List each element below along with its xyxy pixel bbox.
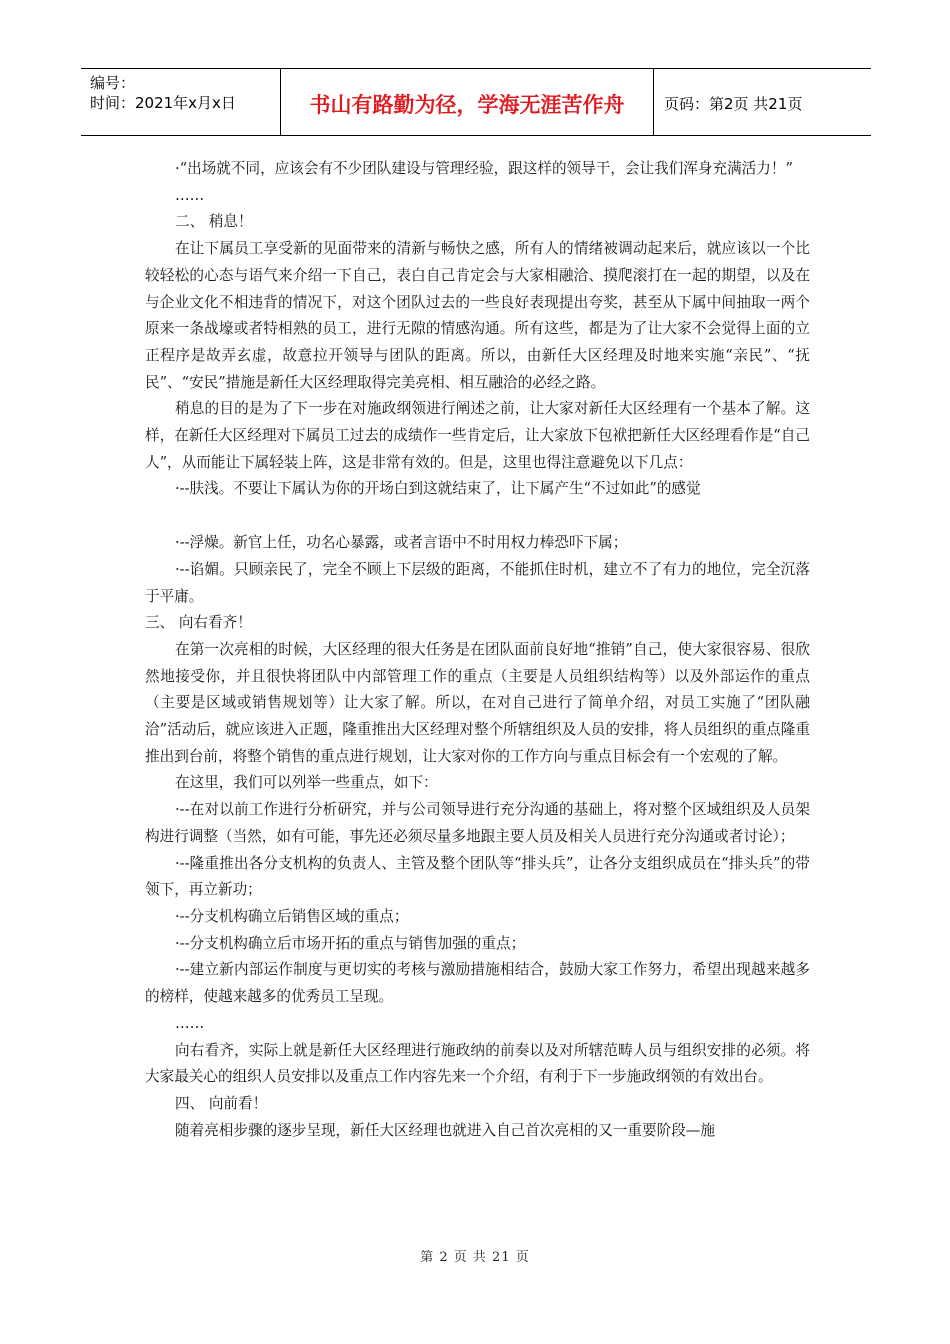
paragraph: 三、 向右看齐！ [145, 614, 252, 632]
header-page-code: 页码：第2页 共21页 [664, 94, 803, 113]
paragraph: 在让下属员工享受新的见面带来的清新与畅快之感，所有人的情绪被调动起来后，就应该以一个比较轻松的心态与语气来介绍一下自己，表白自己肯定会与大家相融洽、摸爬滚打在一起的期望，以及在与企业文化不相违背的情况下，对这个团队过去的一些良好表现提出夸奖，甚至从下属中间抽取一两个原来一条战壕或者特相熟的员工，进行无隙的情感沟通。所有这些，都是为了让大家不会觉得上面的立正程序是故弄玄虚，故意拉开领导与团队的距离。所以，由新任大区经理及时地来实施“亲民”、“抚民”、“安民”措施是新任大区经理取得完美亮相、相互融洽的必经之路。 [145, 240, 810, 391]
paragraph: ·“出场就不同，应该会有不少团队建设与管理经验，跟这样的领导干，会让我们浑身充满活力！” [175, 160, 793, 177]
paragraph: ·--建立新内部运作制度与更切实的考核与激励措施相结合，鼓励大家工作努力，希望出现越来越多的榜样，使越来越多的优秀员工呈现。 [145, 961, 810, 1006]
paragraph: 四、 向前看！ [175, 1094, 268, 1112]
paragraph: …… [175, 186, 205, 204]
paragraph: 在这里，我们可以列举一些重点，如下： [175, 774, 438, 792]
header-meta [81, 69, 281, 135]
date-label: 时间：2021年x月x日 [90, 94, 236, 112]
paragraph-gap [145, 503, 810, 530]
paragraph: ·--分支机构确立后销售区域的重点； [175, 907, 409, 925]
paragraph: ·--浮燥。新官上任，功名心暴露，或者言语中不时用权力棒恐吓下属； [175, 534, 628, 552]
paragraph: 二、 稍息！ [175, 213, 253, 231]
paragraph: ·--谄媚。只顾亲民了，完全不顾上下层级的距离，不能抓住时机，建立不了有力的地位，完全沉落于平庸。 [145, 560, 810, 605]
paragraph: 在第一次亮相的时候，大区经理的很大任务是在团队面前良好地“推销”自己，使大家很容易、很欣然地接受你，并且很快将团队中内部管理工作的重点（主要是人员组织结构等）以及外部运作的重点（主要是区域或销售规划等）让大家了解。所以，在对自己进行了简单介绍，对员工实施了“团队融洽”活动后，就应该进入正题，隆重推出大区经理对整个所辖组织及人员的安排，将人员组织的重点隆重推出到台前，将整个销售的重点进行规划，让大家对你的工作方向与重点目标会有一个宏观的了解。 [145, 640, 810, 765]
document-header [81, 68, 871, 136]
paragraph: 随着亮相步骤的逐步呈现，新任大区经理也就进入自己首次亮相的又一重要阶段—施 [175, 1121, 715, 1139]
paragraph: ·--分支机构确立后市场开拓的重点与销售加强的重点； [175, 934, 526, 952]
paragraph: 向右看齐，实际上就是新任大区经理进行施政纳的前奏以及对所辖范畴人员与组织安排的必须。将大家最关心的组织人员安排以及重点工作内容先来一个介绍，有利于下一步施政纲领的有效出台。 [145, 1041, 810, 1086]
paragraph: 稍息的目的是为了下一步在对施政纲领进行阐述之前，让大家对新任大区经理有一个基本了解。这样，在新任大区经理对下属员工过去的成绩作一些肯定后，让大家放下包袱把新任大区经理看作是“自己人”，从而能让下属轻装上阵，这是非常有效的。但是，这里也得注意避免以下几点： [145, 400, 810, 471]
document-body [145, 156, 810, 1144]
paragraph: ·--在对以前工作进行分析研究，并与公司领导进行充分沟通的基础上，将对整个区域组织及人员架构进行调整（当然，如有可能，事先还必须尽量多地跟主要人员及相关人员进行充分沟通或者讨论）； [145, 801, 810, 845]
page-footer: 第 2 页 共 21 页 [420, 1250, 530, 1265]
number-label: 编号： [90, 74, 136, 92]
paragraph: ·--肤浅。不要让下属认为你的开场白到这就结束了，让下属产生“不过如此”的感觉 [175, 480, 701, 498]
paragraph: …… [175, 1014, 205, 1032]
paragraph: ·--隆重推出各分支机构的负责人、主管及整个团队等“排头兵”，让各分支组织成员在“排头兵”的带领下，再立新功； [145, 854, 810, 899]
header-motto: 书山有路勤为径，学海无涯苦作舟 [281, 69, 654, 135]
